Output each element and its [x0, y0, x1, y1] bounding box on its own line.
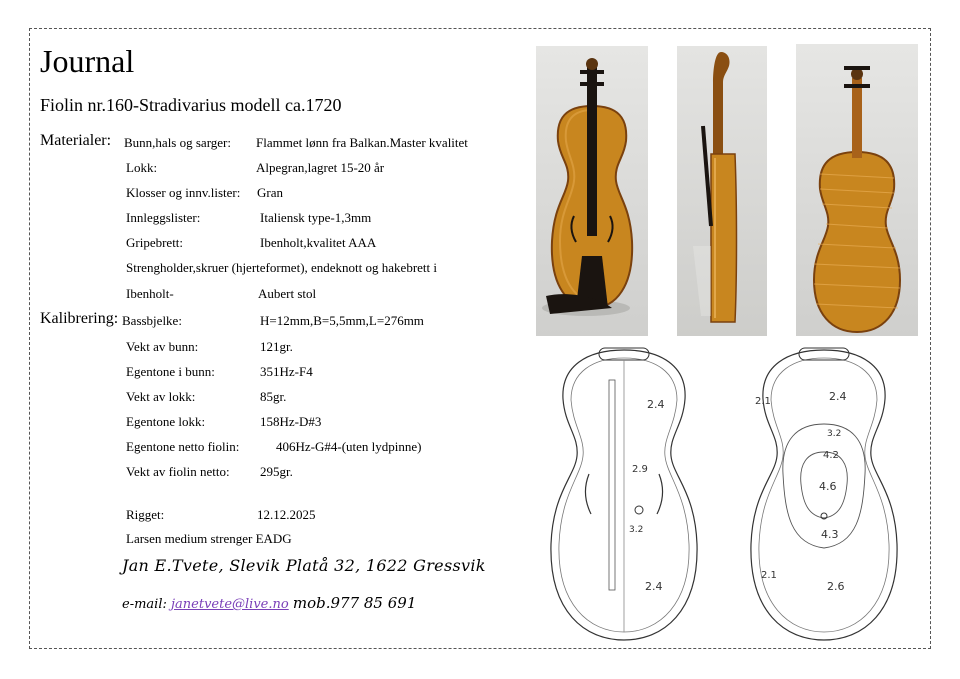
plan-label: 2.4 [645, 580, 663, 593]
row-label: Klosser og innv.lister: [126, 185, 241, 200]
row-value: 295gr. [260, 464, 293, 479]
row-label: Gripebrett: [126, 235, 184, 250]
strings-text: Larsen medium strenger EADG [126, 531, 292, 546]
row-label: Lokk: [126, 160, 158, 175]
row-label: Bunn,hals og sarger: [124, 135, 231, 150]
row-label: Bassbjelke: [122, 313, 182, 328]
page-title: Journal [40, 43, 135, 79]
plan-label: 3.2 [827, 429, 842, 439]
violin-side-photo [677, 46, 767, 336]
calibration-heading: Kalibrering: [40, 310, 119, 327]
row-label: Strengholder,skruer (hjerteformet), endeknott og hakebrett i [126, 260, 438, 275]
plan-label: 2.1 [761, 570, 777, 581]
row-label: Vekt av bunn: [126, 339, 199, 354]
address-signature: Jan E.Tvete, Slevik Platå 32, 1622 Gressvik [122, 556, 486, 575]
thickness-plans-drawing [529, 344, 919, 644]
plan-label: 2.4 [829, 390, 847, 403]
plan-label: 3.2 [629, 525, 644, 535]
row-label: Egentone i bunn: [126, 364, 215, 379]
row-label: Innleggslister: [126, 210, 201, 225]
plan-label: 2.9 [632, 464, 648, 475]
row-label: Vekt av fiolin netto: [126, 464, 230, 479]
row-value: 158Hz-D#3 [260, 414, 322, 429]
email-prefix: e-mail: [122, 597, 167, 612]
row-label: Ibenholt- [126, 286, 174, 301]
violin-front-photo [536, 46, 648, 336]
row-label: Egentone netto fiolin: [126, 439, 240, 454]
materials-heading: Materialer: [40, 132, 112, 149]
plan-label: 4.2 [823, 450, 839, 461]
mobile-number: mob.977 85 691 [292, 594, 417, 612]
plan-label: 2.1 [755, 396, 771, 407]
violin-subtitle: Fiolin nr.160-Stradivarius modell ca.1720 [40, 95, 342, 115]
email-link[interactable]: janetvete@live.no [171, 597, 289, 612]
plan-label: 2.4 [647, 398, 665, 411]
violin-back-photo [796, 44, 918, 336]
row-value: Italiensk type-1,3mm [260, 210, 372, 225]
row-value: 85gr. [260, 389, 287, 404]
contact-line [122, 594, 416, 612]
row-value: Gran [257, 185, 283, 200]
row-value: Alpegran,lagret 15-20 år [256, 160, 385, 175]
row-value: 406Hz-G#4-(uten lydpinne) [276, 439, 422, 454]
rigging-date: 12.12.2025 [257, 507, 316, 522]
plan-label: 4.6 [819, 480, 837, 493]
row-value: 351Hz-F4 [260, 364, 313, 379]
row-value: Flammet lønn fra Balkan.Master kvalitet [256, 135, 468, 150]
row-value: Ibenholt,kvalitet AAA [260, 235, 377, 250]
row-value: H=12mm,B=5,5mm,L=276mm [260, 313, 424, 328]
row-label: Vekt av lokk: [126, 389, 196, 404]
back-plate-outline [751, 350, 897, 640]
rigging-label: Rigget: [126, 507, 165, 522]
row-value: Aubert stol [258, 286, 317, 301]
row-label: Egentone lokk: [126, 414, 206, 429]
plan-label: 2.6 [827, 580, 845, 593]
row-value: 121gr. [260, 339, 293, 354]
plan-label: 4.3 [821, 528, 839, 541]
